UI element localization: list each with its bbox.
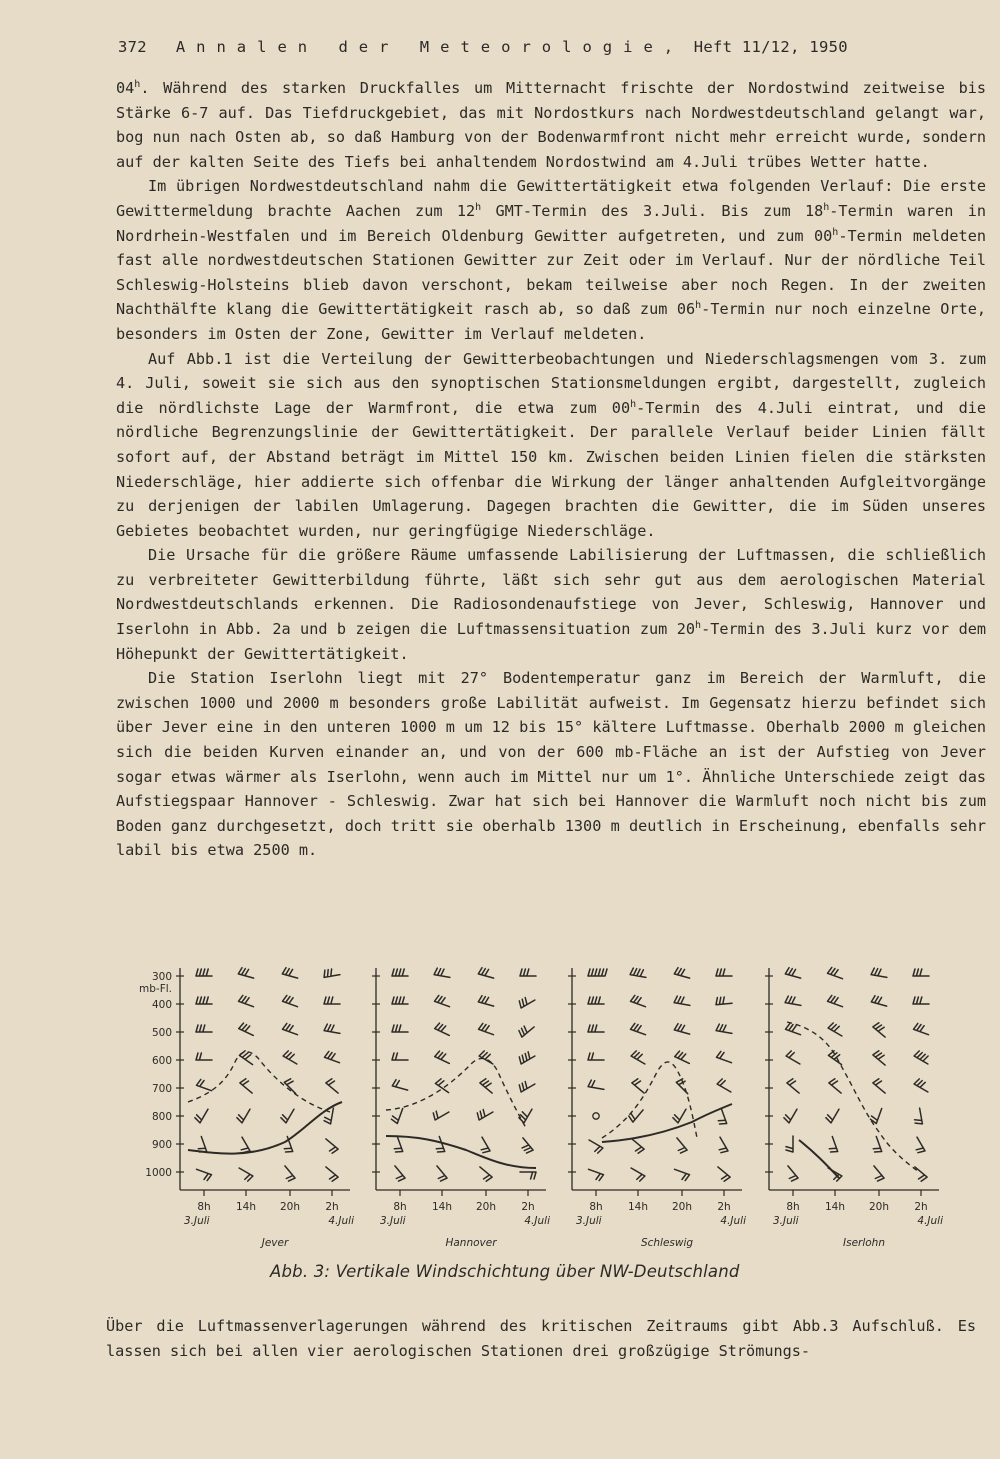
date-end-label: 4.Juli <box>328 1215 354 1227</box>
wind-barb <box>283 995 298 1006</box>
wind-barb <box>829 1079 841 1093</box>
y-tick-label: 700 <box>151 1083 172 1095</box>
wind-barb <box>677 1138 687 1153</box>
panel-curves <box>787 1022 919 1178</box>
wind-barb <box>395 1166 405 1181</box>
wind-barb <box>478 996 493 1006</box>
wind-barb <box>589 1169 604 1180</box>
date-start-label: 3.Juli <box>773 1215 799 1227</box>
wind-barb <box>871 968 887 977</box>
wind-barb <box>630 968 646 977</box>
paragraph-1 <box>116 76 986 174</box>
wind-barb <box>195 1109 208 1123</box>
wind-barb <box>826 1109 839 1123</box>
wind-barb <box>914 1051 928 1064</box>
wind-barb <box>197 1079 212 1090</box>
time-label: 2h <box>521 1201 535 1213</box>
time-label: 14h <box>431 1201 453 1213</box>
wind-barb <box>829 1137 837 1153</box>
wind-barb <box>519 1082 535 1093</box>
dashed-boundary-line <box>386 1058 526 1128</box>
wind-barb <box>629 1110 643 1122</box>
time-label: 20h <box>279 1201 301 1213</box>
wind-layering-diagram <box>140 962 970 1262</box>
wind-barb <box>674 1024 689 1034</box>
wind-barb <box>674 996 690 1005</box>
text-run: -Termin waren in Nordrhein-Westfalen und im Bereich Oldenburg Gewitter aufgetreten, und zum 00 <box>116 201 986 245</box>
wind-barb <box>435 995 450 1006</box>
figure-caption: Abb. 3: Vertikale Windschichtung über NW-Deutschland <box>270 1262 740 1281</box>
time-label: 8h <box>786 1201 800 1213</box>
wind-barb <box>718 1109 726 1125</box>
wind-barb <box>392 1025 408 1032</box>
wind-barb <box>915 1108 923 1124</box>
wind-barb <box>196 997 212 1004</box>
wind-barb <box>716 997 732 1005</box>
wind-barb <box>478 968 493 978</box>
y-tick-label: 600 <box>151 1055 172 1067</box>
wind-barb <box>631 1168 645 1181</box>
wind-barb <box>326 1139 338 1153</box>
dashed-boundary-line <box>787 1022 919 1172</box>
text-run: Die Station Iserlohn liegt mit 27° Bodentemperatur ganz im Bereich der Warmluft, die zwischen 1000 und 2000 m besonders große Labilität aufweist. Im Gegensatz hierzu befindet sich über Jever eine in den unteren 1000 m um 12 bis 15° kältere Luftmasse. Oberhalb 2000 m gleichen sich die beiden Kurven einander an, und von der 600 mb-Fläche an ist der Aufstieg von Jever sogar etwas wärmer als Iserlohn, wenn auch im Mittel nur um 1°. Ähnliche Unterschiede zeigt das Aufstiegspaar Hannover - Schleswig. Zwar hat sich bei Hannover die Warmluft noch nicht bis zum Boden ganz durchgesetzt, doch tritt sie oberhalb 1300 m deutlich in Erscheinung, ebenfalls sehr labil bis etwa 2500 m. <box>116 669 986 860</box>
wind-barb <box>520 1172 536 1179</box>
wind-barb <box>873 1079 885 1093</box>
wind-barb <box>588 1080 604 1089</box>
paragraph-2 <box>116 174 986 346</box>
wind-barb <box>239 1168 253 1181</box>
station-label: Hannover <box>445 1237 497 1249</box>
wind-barb <box>437 1166 447 1181</box>
superscript: h <box>134 79 141 90</box>
time-label: 2h <box>914 1201 928 1213</box>
continuation-paragraph <box>106 1314 976 1363</box>
wind-barb <box>394 1137 402 1153</box>
wind-barb <box>480 1079 492 1093</box>
paragraph-4 <box>116 543 986 666</box>
wind-barb <box>324 997 340 1004</box>
wind-barb <box>434 968 450 977</box>
wind-barb <box>716 1024 732 1033</box>
wind-barb <box>785 996 801 1005</box>
text-run: -Termin des 3.Juli kurz vor dem Höhepunkt der Gewittertätigkeit. <box>116 620 986 663</box>
wind-barb <box>588 1025 604 1032</box>
superscript: h <box>475 201 482 213</box>
wind-barb <box>785 968 800 978</box>
time-label: 20h <box>475 1201 497 1213</box>
time-label: 2h <box>325 1201 339 1213</box>
date-end-label: 4.Juli <box>524 1215 550 1227</box>
wind-barb <box>873 1023 885 1037</box>
wind-barb <box>631 1051 645 1064</box>
time-label: 8h <box>393 1201 407 1213</box>
wind-barb <box>281 1109 294 1123</box>
wind-barb <box>392 1080 407 1090</box>
time-label: 8h <box>197 1201 211 1213</box>
time-label: 14h <box>824 1201 846 1213</box>
wind-barb <box>391 1109 402 1124</box>
wind-barb <box>786 1051 800 1064</box>
wind-barb <box>674 968 689 978</box>
wind-barb <box>522 1138 533 1153</box>
wind-barb <box>326 1167 338 1181</box>
wind-barb <box>913 969 929 976</box>
wind-barb <box>589 1140 603 1153</box>
wind-barb <box>632 1139 644 1153</box>
wind-barb <box>632 1079 644 1093</box>
wind-barb <box>828 995 843 1006</box>
wind-barb <box>915 1167 927 1181</box>
journal-title: Annalen der Meteorologie, <box>175 38 685 56</box>
panel-curves <box>386 1058 536 1168</box>
time-label: 14h <box>627 1201 649 1213</box>
wind-barb <box>284 1079 295 1094</box>
wind-barb <box>719 1137 728 1153</box>
wind-barb <box>436 1137 444 1153</box>
date-start-label: 3.Juli <box>576 1215 602 1227</box>
station-label: Schleswig <box>640 1237 694 1249</box>
wind-barb <box>282 968 297 978</box>
wind-barb <box>238 968 253 978</box>
y-tick-label: 800 <box>151 1111 172 1123</box>
wind-barb <box>784 1109 797 1123</box>
wind-barb <box>435 1023 450 1035</box>
y-tick-label: 500 <box>151 1027 172 1039</box>
time-label: 2h <box>717 1201 731 1213</box>
y-tick-label: 300 <box>151 971 172 983</box>
date-start-label: 3.Juli <box>184 1215 210 1227</box>
text-run: 04 <box>116 79 135 97</box>
wind-barb <box>913 997 929 1004</box>
wind-barb <box>237 1109 250 1123</box>
wind-barb <box>433 1111 449 1120</box>
superscript: h <box>695 620 702 632</box>
wind-barb <box>198 1137 206 1153</box>
wind-barb <box>631 995 646 1006</box>
wind-barb <box>673 1109 686 1123</box>
superscript: h <box>832 226 839 238</box>
dashed-boundary-line <box>602 1062 697 1138</box>
wind-barb <box>914 1023 929 1034</box>
wind-barb <box>675 1051 690 1063</box>
text-run: GMT-Termin des 3.Juli. Bis zum 18 <box>481 201 824 220</box>
wind-barb <box>480 1167 492 1181</box>
y-tick-label: 900 <box>151 1139 172 1151</box>
issue-info: Heft 11/12, 1950 <box>693 38 848 56</box>
wind-barb <box>787 1079 799 1093</box>
wind-barb <box>874 1166 884 1181</box>
paragraph-3 <box>116 347 986 544</box>
wind-barb <box>239 995 254 1006</box>
page-header <box>118 38 878 56</box>
article-body <box>116 76 986 863</box>
wind-barb <box>196 1053 212 1060</box>
text-run: Die Ursache für die größere Räume umfassende Labilisierung der Luftmassen, die schließlich zu verbreiteter Gewitterbildung führte, läßt sich sehr gut aus dem aerologischen Material Nordwestdeutschlands erkennen. Die Radiosondenaufstiege von Jever, Schleswig, Hannover und Iserlohn in Abb. 2a und b zeigen die Luftmassensituation zum 20 <box>116 546 986 639</box>
solid-boundary-line <box>386 1136 536 1168</box>
superscript: h <box>695 300 702 312</box>
bottom-paragraph: Über die Luftmassenverlagerungen während des kritischen Zeitraums gibt Abb.3 Aufschluß. Es lassen sich bei allen vier aerologischen Stationen drei großzügige Strömungs- <box>106 1317 976 1360</box>
wind-barb <box>477 1110 493 1121</box>
text-run: Auf Abb.1 ist die Verteilung der Gewitterbeobachtungen und Niederschlagsmengen vom 3. zum 4. Juli, soweit sie sich aus den synoptischen Stationsmeldungen ergibt, dargestellt, zugleich die nördlichste Lage der Warmfront, die etwa zum 00 <box>116 349 986 417</box>
date-end-label: 4.Juli <box>720 1215 746 1227</box>
date-end-label: 4.Juli <box>917 1215 943 1227</box>
wind-barb <box>871 996 886 1006</box>
time-label: 8h <box>589 1201 603 1213</box>
text-run: Im übrigen Nordwestdeutschland nahm die Gewittertätigkeit etwa folgenden Verlauf: Die erste Gewittermeldung brachte Aachen zum 12 <box>116 177 986 220</box>
superscript: h <box>630 398 637 410</box>
panel-curves <box>188 1052 342 1154</box>
wind-barb <box>519 1109 532 1123</box>
station-label: Jever <box>261 1237 289 1249</box>
wind-barb <box>285 1166 295 1181</box>
wind-barb <box>916 1137 925 1153</box>
text-run: . Während des starken Druckfalles um Mitternacht frischte der Nordostwind zeitweise bis Stärke 6-7 auf. Das Tiefdruckgebiet, das mit Nordostkurs nach Nordwestdeutschland gelangt war, bog nun nach Osten ab, so daß Hamburg von der Bodenwarmfront nicht mehr erreicht wurde, sondern auf der kalten Seite des Tiefs bei anhaltendem Nordostwind am 4.Juli trübes Wetter hatte. <box>116 79 986 171</box>
paragraph-5 <box>116 666 986 863</box>
wind-barb <box>241 1137 250 1153</box>
wind-barb <box>786 1136 793 1152</box>
wind-barb <box>196 969 212 976</box>
y-axis-unit: mb-Fl. <box>139 983 172 995</box>
wind-barb <box>873 1137 881 1153</box>
wind-barb <box>717 1079 731 1092</box>
wind-barb <box>675 1169 690 1180</box>
panel-curves <box>602 1062 732 1142</box>
superscript: h <box>823 201 830 213</box>
wind-barb <box>240 1079 252 1093</box>
wind-barb <box>392 997 408 1004</box>
solid-boundary-line <box>188 1102 342 1154</box>
text-run: -Termin meldeten fast alle nordwestdeutschen Stationen Gewitter zur Zeit oder im Verlauf. Nur der nördliche Teil Schleswig-Holsteins blieb davon verschont, bekam teilweise aber noch Regen. In der zweiten Nachthälfte klang die Gewittertätigkeit rasch ab, so daß zum 06 <box>116 226 986 319</box>
wind-barb <box>326 1079 338 1093</box>
time-label: 20h <box>671 1201 693 1213</box>
wind-barb <box>716 969 732 976</box>
solid-boundary-line <box>602 1104 732 1142</box>
wind-barb <box>828 967 843 978</box>
wind-barb <box>481 1137 490 1153</box>
text-run: -Termin nur noch einzelne Orte, besonders im Osten der Zone, Gewitter im Verlauf meldeten. <box>116 300 986 343</box>
wind-barb <box>325 1051 340 1062</box>
wind-barb <box>828 1023 842 1036</box>
page-number: 372 <box>118 38 147 56</box>
wind-barb <box>828 1051 841 1065</box>
wind-barb <box>717 1051 732 1062</box>
wind-barb <box>324 969 340 977</box>
wind-barb <box>283 1051 297 1064</box>
wind-barb <box>324 1024 340 1033</box>
wind-barb <box>520 969 536 976</box>
text-run: -Termin des 4.Juli eintrat, und die nördliche Begrenzungslinie der Gewittertätigkeit. Der parallele Verlauf beider Linien fällt sofort auf, der Abstand beträgt im Mittel 150 km. Zwischen beiden Linien fielen die stärksten Niederschläge, hier addierte sich offenbar die Wirkung der länger anhaltenden Aufgleitvorgänge zu derjenigen der labilen Umlagerung. Dagegen brachten die Gewitter, die im Süden unseres Gebietes beobachtet wurden, nur geringfügige Niederschläge. <box>116 398 987 540</box>
wind-barb <box>631 1023 646 1034</box>
wind-barb <box>718 1167 730 1181</box>
wind-barb <box>588 997 604 1004</box>
wind-barb <box>283 1023 298 1034</box>
dashed-boundary-line <box>188 1052 330 1112</box>
time-label: 14h <box>235 1201 257 1213</box>
wind-barb <box>197 1169 212 1180</box>
wind-barb <box>588 969 607 976</box>
wind-barb <box>392 969 408 976</box>
wind-barb <box>914 1079 928 1092</box>
wind-barb <box>519 1026 534 1037</box>
wind-barb <box>239 1023 254 1035</box>
wind-barb <box>392 1053 408 1060</box>
wind-barb <box>788 1166 798 1181</box>
wind-barb <box>479 1023 494 1034</box>
wind-barb <box>519 1052 535 1064</box>
wind-barb <box>196 1025 212 1032</box>
wind-barb <box>519 998 535 1009</box>
station-label: Iserlohn <box>843 1237 885 1249</box>
solid-boundary-line <box>799 1140 839 1178</box>
y-tick-label: 1000 <box>145 1167 172 1179</box>
wind-figure <box>140 962 970 1262</box>
time-label: 20h <box>868 1201 890 1213</box>
wind-barb <box>435 1051 450 1063</box>
wind-barb <box>873 1051 885 1065</box>
calm-wind-marker <box>593 1113 599 1119</box>
date-start-label: 3.Juli <box>380 1215 406 1227</box>
y-tick-label: 400 <box>151 999 172 1011</box>
wind-barb <box>588 1053 604 1060</box>
